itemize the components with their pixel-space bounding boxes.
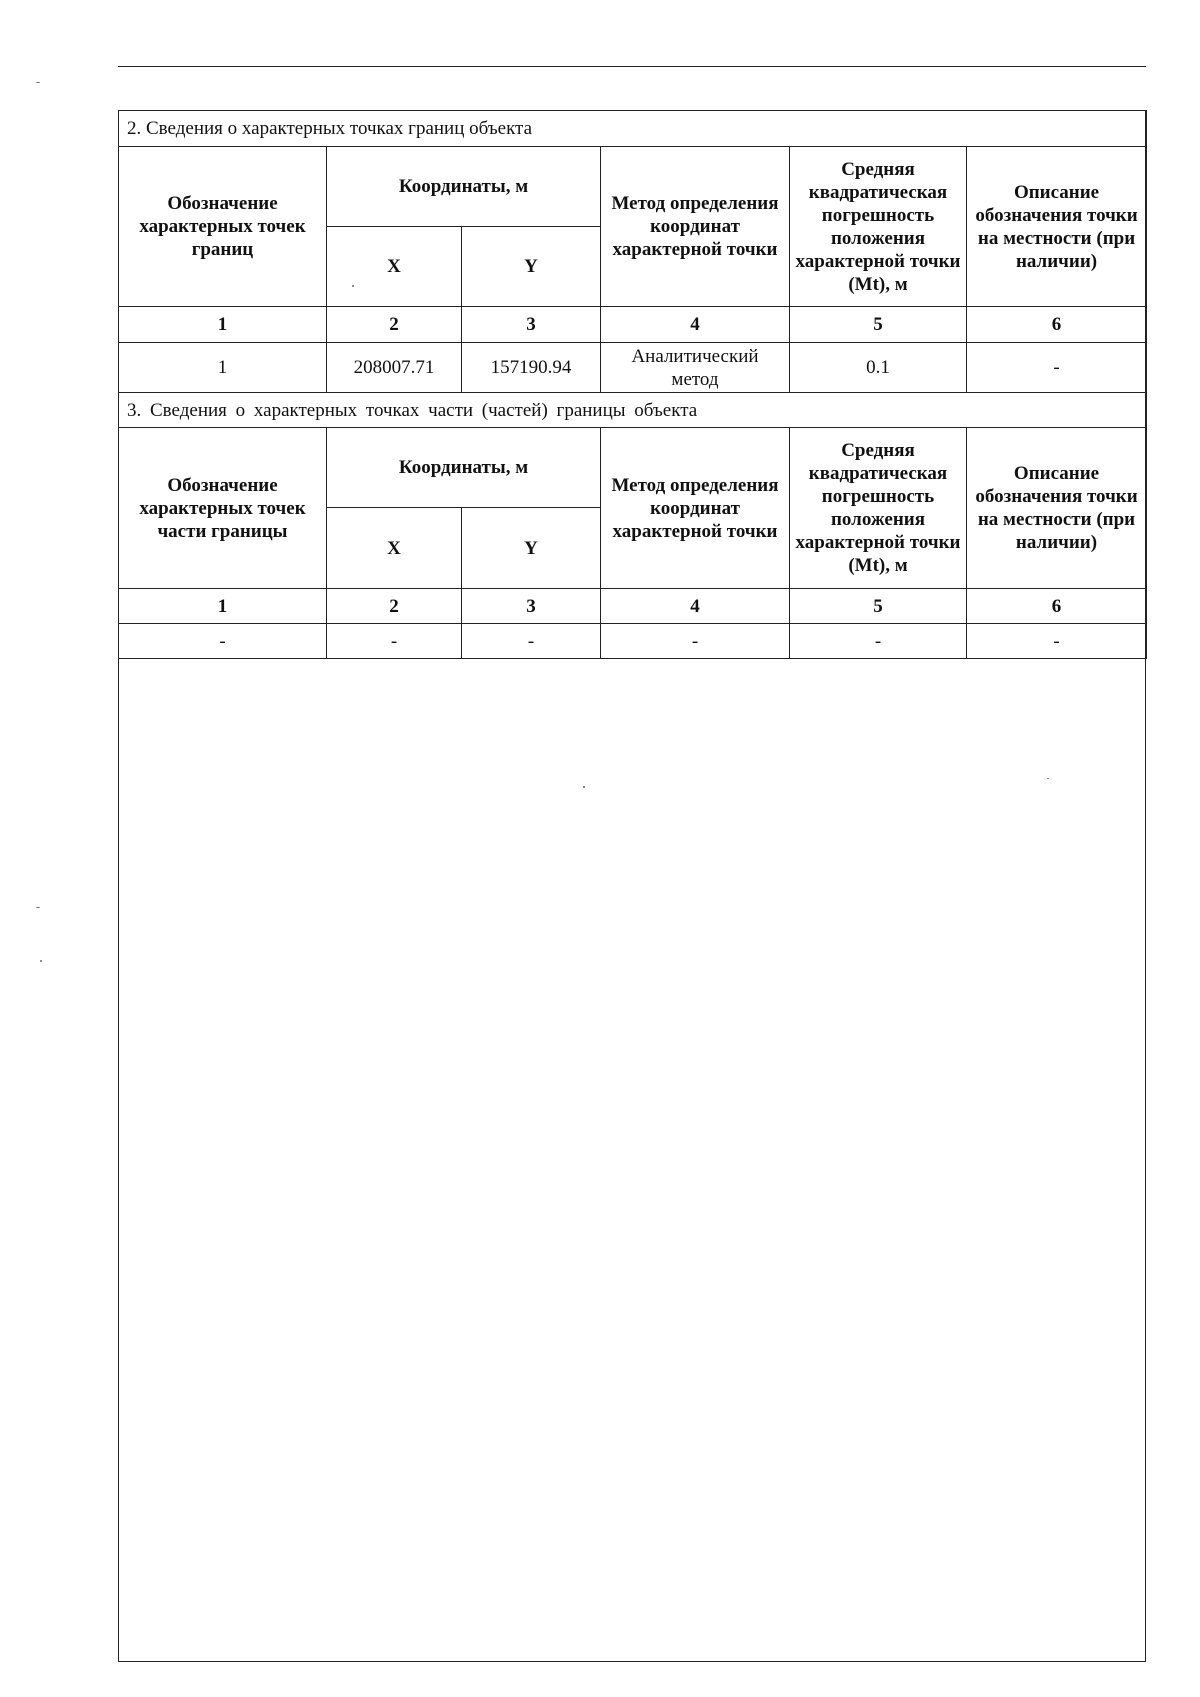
column-number: 4: [601, 589, 790, 624]
column-number: 3: [462, 589, 601, 624]
section-2-title: 2. Сведения о характерных точках границ объекта: [119, 111, 1147, 147]
column-number: 1: [119, 307, 327, 343]
cell-point-id: -: [119, 624, 327, 659]
column-number: 6: [967, 307, 1147, 343]
scan-speck: [40, 960, 42, 962]
header-x: X: [327, 508, 462, 589]
column-number: 4: [601, 307, 790, 343]
section-3-title: 3. Сведения о характерных точках части (частей) границы объекта: [119, 393, 1147, 428]
header-error: Средняя квадратическая погрешность положения характерной точки (Mt), м: [790, 428, 967, 589]
cell-error: 0.1: [790, 343, 967, 393]
header-method: Метод определения координат характерной точки: [601, 147, 790, 307]
column-number: 2: [327, 307, 462, 343]
cell-x: -: [327, 624, 462, 659]
cell-error: -: [790, 624, 967, 659]
cell-description: -: [967, 624, 1147, 659]
cell-y: 157190.94: [462, 343, 601, 393]
header-method: Метод определения координат характерной точки: [601, 428, 790, 589]
column-number: 3: [462, 307, 601, 343]
scan-speck: [583, 786, 585, 788]
header-y: Y: [462, 508, 601, 589]
cell-method: -: [601, 624, 790, 659]
cell-description: -: [967, 343, 1147, 393]
column-number: 6: [967, 589, 1147, 624]
header-description: Описание обозначения точки на местности (при наличии): [967, 147, 1147, 307]
header-coordinates: Координаты, м: [327, 147, 601, 227]
top-rule: [118, 66, 1146, 67]
header-error: Средняя квадратическая погрешность положения характерной точки (Mt), м: [790, 147, 967, 307]
section-2-table: [118, 110, 1147, 393]
cell-point-id: 1: [119, 343, 327, 393]
column-number: 5: [790, 589, 967, 624]
column-number: 5: [790, 307, 967, 343]
cell-method: Аналитический метод: [601, 343, 790, 393]
header-y: Y: [462, 227, 601, 307]
scan-speck: [36, 907, 40, 908]
column-number: 2: [327, 589, 462, 624]
section-3-table: [118, 392, 1147, 659]
scan-speck: [36, 82, 40, 83]
header-description: Описание обозначения точки на местности (при наличии): [967, 428, 1147, 589]
table-row: [119, 343, 1147, 393]
header-x: X: [327, 227, 462, 307]
scan-speck: [1047, 778, 1049, 779]
scan-speck: [352, 285, 354, 287]
header-coordinates: Координаты, м: [327, 428, 601, 508]
cell-y: -: [462, 624, 601, 659]
column-number: 1: [119, 589, 327, 624]
header-designation: Обозначение характерных точек части границы: [119, 428, 327, 589]
cell-x: 208007.71: [327, 343, 462, 393]
header-designation: Обозначение характерных точек границ: [119, 147, 327, 307]
table-row: [119, 624, 1147, 659]
